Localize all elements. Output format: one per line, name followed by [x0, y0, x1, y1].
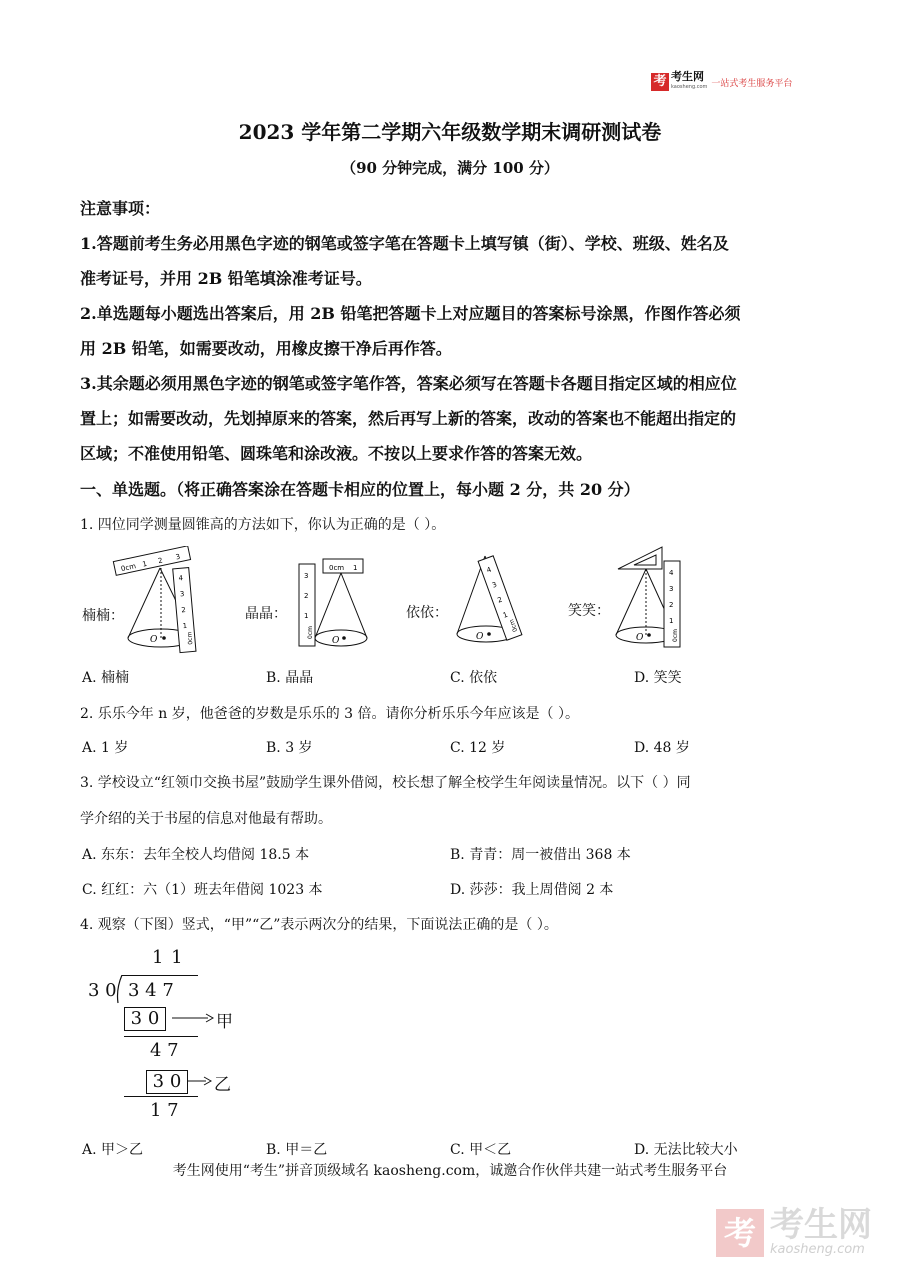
fig3-side-2: 2 — [496, 595, 504, 605]
fig2-label: 晶晶： — [245, 606, 287, 622]
fig1-side-2: 2 — [181, 605, 187, 615]
arrow-2-icon — [188, 1075, 212, 1087]
fig1-top-1: 1 — [141, 559, 148, 569]
page-subtitle: （90 分钟完成，满分 100 分） — [341, 159, 559, 177]
division-step1-box: 3 0 — [124, 1007, 166, 1031]
q2-option-a[interactable]: A. 1 岁 — [82, 740, 129, 756]
watermark — [716, 1205, 872, 1257]
fig1-side-3: 3 — [179, 590, 185, 599]
division-top-line — [122, 975, 198, 976]
fig1-top-0: 0cm — [120, 562, 137, 574]
fig2-side-1: 1 — [304, 612, 309, 620]
page-footer: 考生网使用“考生”拼音顶级域名 kaosheng.com，诚邀合作伙伴共建一站式考生服务平台 — [172, 1163, 728, 1179]
division-quotient: 1 1 — [152, 947, 184, 968]
logo-domain: kaosheng.com — [671, 84, 708, 90]
label-jia: 甲 — [216, 1012, 233, 1032]
note-3-line-1: 3.其余题必须用黑色字迹的钢笔或签字笔作答，答案必须写在答题卡各题目指定区域的相应位 — [80, 374, 737, 393]
fig4-side-1: 1 — [669, 617, 674, 625]
division-remainder-2: 1 7 — [150, 1100, 179, 1121]
watermark-mark: 考 — [716, 1209, 764, 1257]
q1-stem: 1. 四位同学测量圆锥高的方法如下，你认为正确的是（ ）。 — [80, 517, 446, 533]
q1-option-a[interactable]: A. 楠楠 — [82, 670, 130, 686]
figure-3-cone — [445, 548, 535, 653]
division-line-3 — [124, 1096, 198, 1097]
figure-4-cone — [600, 543, 690, 653]
fig1-side-0: 0cm — [186, 631, 195, 645]
page-title: 2023 学年第二学期六年级数学期末调研测试卷 — [238, 120, 662, 144]
fig2-center: O — [332, 636, 340, 646]
note-3-line-2: 置上；如需要改动，先划掉原来的答案，然后再写上新的答案，改动的答案也不能超出指定的 — [80, 409, 737, 428]
fig4-center: O — [636, 633, 644, 643]
figure-1-cone — [110, 546, 210, 656]
fig1-top-3: 3 — [175, 552, 182, 562]
fig4-side-0: 0cm — [672, 629, 679, 642]
label-yi: 乙 — [214, 1075, 231, 1095]
fig1-label: 楠楠： — [82, 608, 124, 624]
notes-heading: 注意事项： — [80, 199, 161, 218]
q3-stem-line-1: 3. 学校设立“红领巾交换书屋”鼓励学生课外借阅，校长想了解全校学生年阅读量情况。以下（ ）同 — [80, 775, 691, 791]
fig4-side-4: 4 — [669, 569, 674, 577]
fig3-label: 依依： — [406, 605, 448, 621]
logo-name: 考生网 — [671, 70, 704, 83]
division-dividend: 3 4 7 — [128, 980, 174, 1001]
q2-option-b[interactable]: B. 3 岁 — [266, 740, 313, 756]
fig3-side-1: 1 — [501, 610, 509, 620]
q3-stem-line-2: 学介绍的关于书屋的信息对他最有帮助。 — [80, 811, 332, 827]
fig4-side-3: 3 — [669, 585, 674, 593]
section-1-heading: 一、单选题。（将正确答案涂在答题卡相应的位置上，每小题 2 分，共 20 分） — [80, 480, 640, 499]
fig4-side-2: 2 — [669, 601, 674, 609]
fig3-side-4: 4 — [485, 565, 493, 575]
watermark-domain: kaosheng.com — [770, 1242, 865, 1257]
note-1-line-2: 准考证号，并用 2B 铅笔填涂准考证号。 — [80, 269, 372, 288]
fig4-label: 笑笑： — [568, 603, 610, 619]
fig2-side-3: 3 — [304, 572, 309, 580]
arrow-1-icon — [172, 1012, 214, 1024]
logo-mark: 考 — [651, 73, 669, 91]
header-logo — [651, 72, 792, 92]
fig3-center: O — [476, 632, 484, 642]
division-bracket — [114, 975, 126, 1005]
fig3-side-0: 0cm — [508, 618, 520, 633]
note-2-line-1: 2.单选题每小题选出答案后，用 2B 铅笔把答题卡上对应题目的答案标号涂黑，作图作答必须 — [80, 304, 741, 323]
division-divisor: 3 0 — [88, 980, 117, 1001]
q3-option-d[interactable]: D. 莎莎：我上周借阅 2 本 — [450, 882, 614, 898]
q2-stem: 2. 乐乐今年 n 岁，他爸爸的岁数是乐乐的 3 倍。请你分析乐乐今年应该是（ ）。 — [80, 706, 579, 722]
q4-option-a[interactable]: A. 甲＞乙 — [82, 1142, 144, 1158]
q2-option-d[interactable]: D. 48 岁 — [634, 740, 690, 756]
fig2-top-0: 0cm — [329, 564, 345, 572]
q4-option-b[interactable]: B. 甲＝乙 — [266, 1142, 328, 1158]
fig1-top-2: 2 — [157, 556, 164, 566]
note-2-line-2: 用 2B 铅笔，如需要改动，用橡皮擦干净后再作答。 — [80, 339, 452, 358]
q2-option-c[interactable]: C. 12 岁 — [450, 740, 506, 756]
logo-slogan: 一站式考生服务平台 — [711, 78, 793, 89]
fig1-side-1: 1 — [182, 621, 188, 631]
fig1-side-4: 4 — [178, 574, 184, 583]
q4-option-d[interactable]: D. 无法比较大小 — [634, 1142, 738, 1158]
logo-name-block — [671, 72, 707, 92]
q3-option-c[interactable]: C. 红红：六（1）班去年借阅 1023 本 — [82, 882, 323, 898]
note-3-line-3: 区域；不准使用铅笔、圆珠笔和涂改液。不按以上要求作答的答案无效。 — [80, 444, 593, 463]
fig2-side-2: 2 — [304, 592, 309, 600]
q1-option-b[interactable]: B. 晶晶 — [266, 670, 314, 686]
division-step2-box: 3 0 — [146, 1070, 188, 1094]
fig3-side-3: 3 — [491, 580, 498, 590]
fig1-center: O — [150, 635, 158, 645]
fig2-top-1: 1 — [353, 564, 358, 572]
q4-stem: 4. 观察（下图）竖式，“甲”“乙”表示两次分的结果，下面说法正确的是（ ）。 — [80, 917, 558, 933]
watermark-name: 考生网 — [770, 1205, 872, 1245]
division-line-2 — [124, 1036, 198, 1037]
q1-option-d[interactable]: D. 笑笑 — [634, 670, 682, 686]
q3-option-a[interactable]: A. 东东：去年全校人均借阅 18.5 本 — [82, 847, 310, 863]
figure-2-cone — [295, 556, 375, 656]
watermark-text — [770, 1205, 872, 1257]
q1-option-c[interactable]: C. 依依 — [450, 670, 498, 686]
note-1-line-1: 1.答题前考生务必用黑色字迹的钢笔或签字笔在答题卡上填写镇（街）、学校、班级、姓名及 — [80, 234, 729, 253]
division-remainder-1: 4 7 — [150, 1040, 179, 1061]
q3-option-b[interactable]: B. 青青：周一被借出 368 本 — [450, 847, 631, 863]
q4-option-c[interactable]: C. 甲＜乙 — [450, 1142, 512, 1158]
fig2-side-0: 0cm — [307, 626, 314, 639]
